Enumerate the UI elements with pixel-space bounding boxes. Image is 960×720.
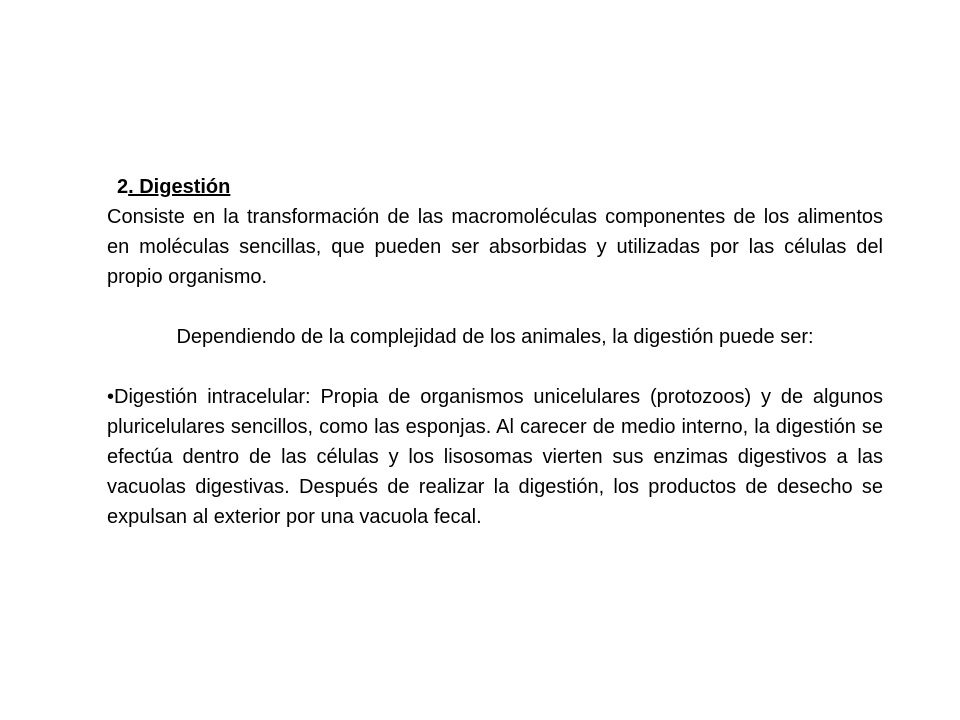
section-heading [107,172,883,202]
section-title: . Digestión [128,176,231,198]
intro-paragraph: Dependiendo de la complejidad de los animales, la digestión puede ser: [176,326,814,348]
intracellular-paragraph: •Digestión intracelular: Propia de organismos unicelulares (protozoos) y de algunos pluricelulares sencillos, como las esponjas. Al carecer de medio interno, la digestión se efectúa dentro de las células y los lisosomas vierten sus enzimas digestivos a las vacuolas digestivas. Después de realizar la digestión, los productos de desecho se expulsan al exterior por una vacuola fecal. [107,386,883,528]
definition-paragraph: Consiste en la transformación de las macromoléculas componentes de los alimentos en moléculas sencillas, que pueden ser absorbidas y utilizadas por las células del propio organismo. [107,206,883,288]
content-block [107,172,883,532]
section-number: 2 [117,176,129,198]
